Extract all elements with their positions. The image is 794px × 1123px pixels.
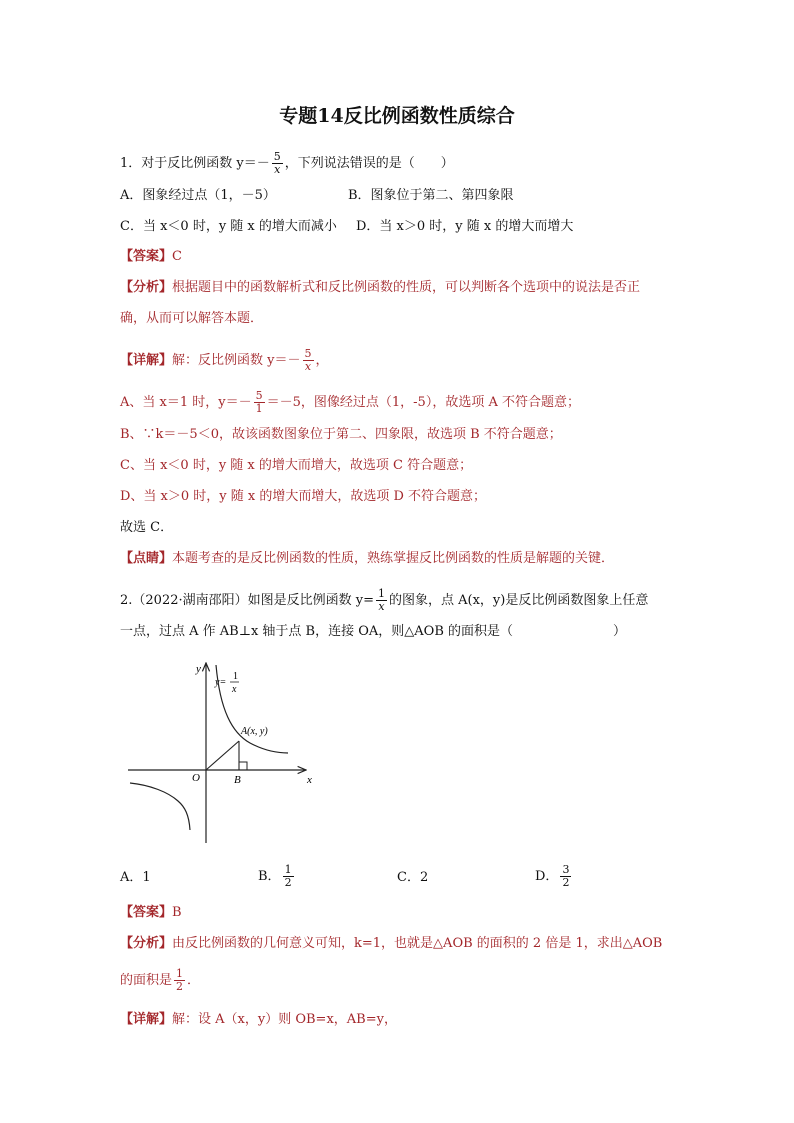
right-angle-mark bbox=[239, 762, 247, 770]
q2-analysis-tag: 【分析】 bbox=[120, 936, 173, 951]
y-axis-label: y bbox=[196, 663, 201, 675]
q2-frac-denominator: x bbox=[378, 600, 385, 613]
q1-detail-fraction bbox=[303, 348, 314, 373]
q1-stem-text-a: 1．对于反比例函数 y＝－ bbox=[120, 156, 270, 171]
q2-stem-line-1 bbox=[120, 588, 648, 613]
q1-stem-fraction bbox=[272, 151, 283, 176]
q1-detail-frac-denominator: x bbox=[304, 360, 312, 373]
q2-detail-tag: 【详解】 bbox=[120, 1012, 173, 1027]
q1-answer-value: C bbox=[172, 249, 182, 264]
q1-option-c: C．当 x＜0 时，y 随 x 的增大而减小 bbox=[120, 219, 337, 234]
q2-analysis-text-2b: ． bbox=[187, 973, 201, 988]
q1-line-a-numerator: 5 bbox=[255, 389, 263, 402]
q2-stem-text-2: 一点，过点 A 作 AB⊥x 轴于点 B，连接 OA，则△AOB 的面积是（ bbox=[120, 624, 514, 639]
q1-stem bbox=[120, 151, 454, 176]
q2-stem-text-b: 的图象，点 A(x，y)是反比例函数图象上任意 bbox=[389, 593, 649, 608]
q1-line-a-fraction bbox=[254, 390, 265, 415]
q2-analysis-denominator: 2 bbox=[176, 980, 184, 993]
q1-frac-denominator: x bbox=[274, 163, 281, 176]
q1-detail-text-a: 解：反比例函数 y＝－ bbox=[172, 353, 301, 368]
q2-analysis-text-2a: 的面积是 bbox=[120, 973, 173, 988]
q2-option-d-fraction bbox=[560, 864, 571, 889]
q1-detail-option-a bbox=[120, 390, 580, 415]
segment-oa bbox=[206, 741, 239, 770]
q1-option-d: D．当 x＞0 时，y 随 x 的增大而增大 bbox=[356, 219, 574, 234]
q2-option-c: C．2 bbox=[397, 870, 429, 885]
q1-detail-text-b: ， bbox=[315, 353, 329, 368]
q1-analysis-text-1: 根据题目中的函数解析式和反比例函数的性质，可以判断各个选项中的说法是否正 bbox=[172, 280, 641, 295]
q1-detail-tag: 【详解】 bbox=[120, 353, 173, 368]
q1-detail-frac-numerator: 5 bbox=[304, 347, 312, 360]
q1-line-a-text-a: A、当 x＝1 时，y＝－ bbox=[120, 395, 252, 410]
q1-conclusion: 故选 C． bbox=[120, 520, 174, 535]
hyperbola-branch-left bbox=[130, 783, 190, 830]
q2-stem-text-2-end: ） bbox=[613, 624, 627, 639]
q2-analysis-text-1: 由反比例函数的几何意义可知，k=1，也就是△AOB 的面积的 2 倍是 1，求出△AOB bbox=[172, 936, 663, 951]
q2-answer-value: B bbox=[172, 905, 182, 920]
q1-comment-tag: 【点睛】 bbox=[120, 551, 173, 566]
q2-option-d-prefix: D． bbox=[535, 869, 559, 884]
q1-analysis-tag: 【分析】 bbox=[120, 280, 173, 295]
q2-option-d-numerator: 3 bbox=[562, 863, 570, 876]
q1-detail-option-d: D、当 x＞0 时，y 随 x 的增大而增大，故选项 D 不符合题意； bbox=[120, 489, 487, 504]
q2-stem-text-a: 2.（2022·湖南邵阳）如图是反比例函数 y= bbox=[120, 593, 374, 608]
q2-frac-numerator: 1 bbox=[378, 587, 385, 600]
q2-analysis-line-1 bbox=[120, 936, 662, 952]
q2-detail-text: 解：设 A（x，y）则 OB=x，AB=y， bbox=[172, 1012, 397, 1027]
q2-option-d-denominator: 2 bbox=[562, 876, 570, 889]
q1-option-b: B．图象位于第二、第四象限 bbox=[348, 188, 514, 203]
q2-option-b-prefix: B． bbox=[258, 869, 281, 884]
q1-answer-tag: 【答案】 bbox=[120, 249, 173, 264]
q2-analysis-line-2 bbox=[120, 968, 200, 993]
inverse-function-graph bbox=[120, 655, 320, 845]
point-b-label: B bbox=[234, 774, 241, 786]
q2-option-b-numerator: 1 bbox=[284, 863, 292, 876]
q2-option-b bbox=[258, 864, 296, 889]
q2-option-b-fraction bbox=[283, 864, 294, 889]
q1-option-a: A．图象经过点（1，－5） bbox=[120, 188, 276, 203]
q1-comment-text: 本题考查的是反比例函数的性质，熟练掌握反比例函数的性质是解题的关键． bbox=[172, 551, 615, 566]
q1-detail-option-c: C、当 x＜0 时，y 随 x 的增大而增大，故选项 C 符合题意； bbox=[120, 458, 473, 473]
x-axis-label: x bbox=[307, 774, 312, 786]
q2-option-b-denominator: 2 bbox=[284, 876, 292, 889]
q1-stem-text-b: ，下列说法错误的是（ ） bbox=[284, 156, 454, 171]
curve-label-denominator: x bbox=[232, 684, 237, 695]
point-a-label: A(x, y) bbox=[241, 726, 268, 737]
q2-answer bbox=[120, 905, 182, 921]
curve-label-numerator: 1 bbox=[233, 671, 238, 682]
q1-answer bbox=[120, 249, 182, 265]
origin-label: O bbox=[192, 772, 200, 784]
q1-frac-numerator: 5 bbox=[273, 150, 281, 163]
q2-analysis-numerator: 1 bbox=[176, 967, 184, 980]
q1-detail-line bbox=[120, 348, 329, 373]
q2-stem-fraction bbox=[376, 588, 387, 613]
q1-line-a-text-b: ＝－5，图像经过点（1，-5），故选项 A 不符合题意； bbox=[266, 395, 580, 410]
q1-detail-option-b: B、∵k＝－5＜0，故该函数图象位于第二、四象限，故选项 B 不符合题意； bbox=[120, 427, 562, 442]
q2-analysis-fraction bbox=[174, 968, 185, 993]
q1-analysis-line-2: 确，从而可以解答本题． bbox=[120, 311, 264, 326]
q1-analysis-line-1 bbox=[120, 280, 640, 296]
q2-detail bbox=[120, 1012, 397, 1028]
q1-line-a-denominator: 1 bbox=[255, 402, 263, 415]
q1-comment bbox=[120, 551, 614, 567]
curve-label-prefix: y= bbox=[215, 677, 227, 688]
q2-stem-line-2 bbox=[120, 624, 626, 640]
q2-answer-tag: 【答案】 bbox=[120, 905, 173, 920]
page-title: 专题14反比例函数性质综合 bbox=[279, 105, 515, 127]
hyperbola-branch-right bbox=[216, 665, 288, 753]
q2-option-d bbox=[535, 864, 573, 889]
q2-option-a: A．1 bbox=[120, 870, 151, 885]
